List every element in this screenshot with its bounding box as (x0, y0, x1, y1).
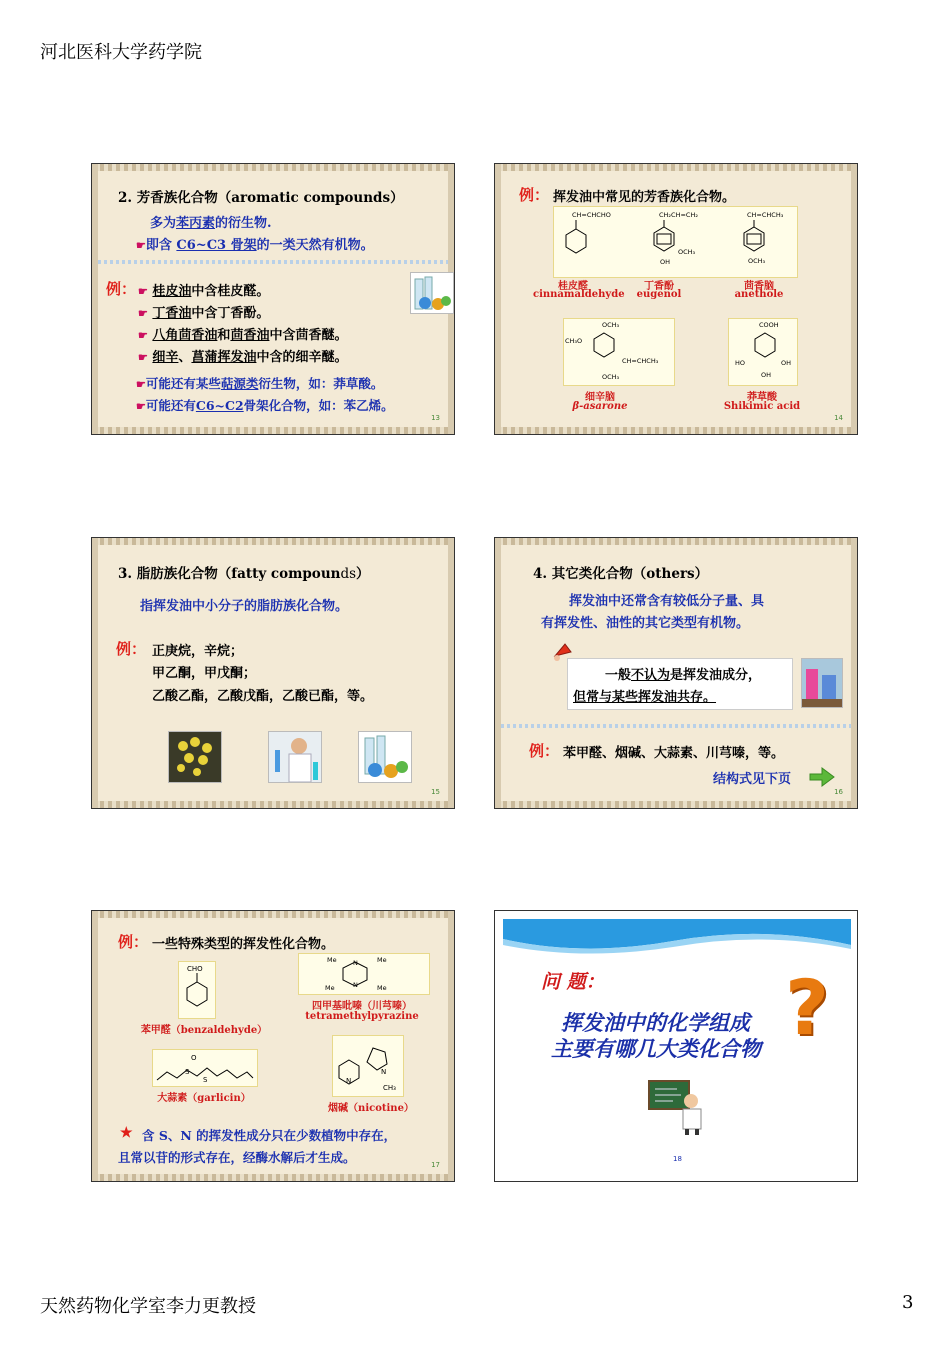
svg-text:HO: HO (735, 359, 746, 367)
svg-text:OCH₃: OCH₃ (678, 248, 696, 256)
compound-name: anethole (734, 289, 784, 300)
note-line: 含 S、N 的挥发性成分只在少数植物中存在， (142, 1128, 397, 1143)
question-mark-icon: ? (785, 963, 830, 1052)
slide-17 (91, 910, 455, 1182)
svg-text:OH: OH (660, 258, 671, 266)
scientist-photo (268, 731, 322, 783)
slide-16 (494, 537, 858, 809)
structure-panel (298, 953, 430, 995)
slide-title: 2. 芳香族化合物（aromatic compounds） (118, 190, 404, 206)
compound-name: 桂皮醛 (558, 281, 588, 292)
list-item: ☛ 桂皮油中含桂皮醛。 (138, 284, 270, 299)
note-line: 且常以苷的形式存在，经酶水解后才生成。 (118, 1150, 356, 1165)
pointing-hand-icon: ☛ (136, 239, 146, 252)
compound-name: cinnamaldehyde (533, 289, 625, 300)
svg-text:OH: OH (781, 359, 792, 367)
compound-name: 大蒜素（garlicin） (157, 1093, 251, 1104)
slide-line: 指挥发油中小分子的脂肪族化合物。 (140, 599, 349, 614)
slide-number: 17 (431, 1161, 440, 1169)
compound-name: 丁香酚 (644, 281, 674, 292)
compound-name: eugenol (636, 289, 682, 300)
lab-glassware-icon (410, 272, 454, 314)
slide-number: 18 (673, 1155, 682, 1163)
svg-text:OH: OH (761, 371, 772, 379)
compound-name: 茴香脑 (744, 281, 774, 292)
svg-text:N: N (353, 959, 358, 967)
example-label: 例： (106, 280, 137, 298)
compound-name: 苯甲醛（benzaldehyde） (140, 1025, 268, 1036)
svg-text:S: S (203, 1076, 208, 1084)
slide-title: 一些特殊类型的挥发性化合物。 (152, 937, 335, 952)
svg-text:OCH₃: OCH₃ (602, 321, 620, 329)
compound-name: 烟碱（nicotine） (328, 1103, 414, 1114)
compound-name: β-asarone (572, 401, 628, 412)
question-line: 主要有哪几大类化合物 (551, 1036, 761, 1061)
question-label: 问 题： (541, 971, 605, 993)
compound-name: 四甲基吡嗪（川芎嗪） (312, 1001, 412, 1012)
note-line: 一般不认为是挥发油成分， (605, 668, 762, 683)
svg-text:Me: Me (327, 956, 337, 964)
next-page-link[interactable]: 结构式见下页 (713, 772, 792, 787)
pointing-hand-icon: ☛ (138, 285, 148, 298)
structure-panel (728, 318, 798, 386)
arrow-right-icon[interactable] (809, 766, 835, 788)
svg-text:CH₂CH=CH₂: CH₂CH=CH₂ (659, 211, 698, 219)
flower-photo (168, 731, 222, 783)
example-label: 例： (118, 933, 149, 951)
compound-name: 细辛脑 (585, 392, 615, 403)
list-item: 乙酸乙酯，乙酸戊酯，乙酸已酯，等。 (152, 689, 374, 704)
pointing-hand-icon: ☛ (136, 400, 146, 413)
compound-name: 莽草酸 (747, 392, 777, 403)
svg-text:CH=CHCHO: CH=CHCHO (572, 211, 611, 219)
list-item: ☛ 八角茴香油和茴香油中含茴香醚。 (138, 328, 348, 343)
list-item: 正庚烷，辛烷； (152, 644, 244, 659)
structure-panel (553, 206, 798, 278)
svg-text:S: S (185, 1068, 190, 1076)
slide-15 (91, 537, 455, 809)
slide-line: ☛可能还有某些萜源类衍生物，如：莽草酸。 (136, 376, 384, 391)
example-label: 例： (529, 742, 560, 760)
svg-text:OCH₃: OCH₃ (602, 373, 620, 381)
svg-text:CH=CHCH₃: CH=CHCH₃ (747, 211, 784, 219)
list-item: 甲乙酮，甲戊酮； (152, 666, 257, 681)
slide-line: 挥发油中还常含有较低分子量、具 (569, 594, 765, 609)
svg-text:O: O (191, 1054, 197, 1062)
svg-text:Me: Me (377, 984, 387, 992)
svg-text:N: N (353, 981, 358, 989)
slide-13 (91, 163, 455, 435)
example-list: 苯甲醛、烟碱、大蒜素、川芎嗪，等。 (563, 746, 785, 761)
note-line: 但常与某些挥发油共存。 (573, 690, 717, 705)
compound-name: Shikimic acid (723, 401, 801, 412)
svg-text:CH=CHCH₃: CH=CHCH₃ (622, 357, 659, 365)
star-icon: ★ (120, 1125, 133, 1141)
example-label: 例： (519, 186, 550, 204)
pointing-hand-icon: ☛ (138, 307, 148, 320)
svg-text:COOH: COOH (759, 321, 779, 329)
slide-number: 15 (431, 788, 440, 796)
svg-text:Me: Me (325, 984, 335, 992)
svg-text:OCH₃: OCH₃ (748, 257, 766, 265)
question-line: 挥发油中的化学组成 (561, 1010, 750, 1035)
example-label: 例： (116, 640, 147, 658)
page-footer: 天然药物化学室李力更教授 (40, 1296, 256, 1317)
slide-number: 14 (834, 414, 843, 422)
structure-panel (178, 961, 216, 1019)
structure-panel (152, 1049, 258, 1087)
svg-text:CHO: CHO (187, 965, 203, 973)
slide-18 (494, 910, 858, 1182)
compound-name: tetramethylpyrazine (305, 1011, 419, 1022)
svg-text:CH₃: CH₃ (383, 1084, 396, 1092)
structure-panel (563, 318, 675, 386)
structure-panel (332, 1035, 404, 1097)
slide-line: 多为苯丙素的衍生物. (150, 216, 272, 231)
wave-banner (503, 919, 851, 959)
svg-text:CH₃O: CH₃O (565, 337, 583, 345)
pointing-hand-icon: ☛ (136, 378, 146, 391)
lab-photo (801, 658, 843, 708)
lab-glassware-icon (358, 731, 412, 783)
teacher-blackboard-icon (647, 1079, 709, 1135)
pointing-hand-icon: ☛ (138, 351, 148, 364)
slide-title: 挥发油中常见的芳香族化合物。 (553, 190, 736, 205)
list-item: ☛ 丁香油中含丁香酚。 (138, 306, 270, 321)
slide-line: 有挥发性、油性的其它类型有机物。 (541, 616, 750, 631)
slide-number: 13 (431, 414, 440, 422)
svg-text:N: N (381, 1068, 387, 1076)
slide-14 (494, 163, 858, 435)
slide-title: 3. 脂肪族化合物（fatty compounds） (118, 566, 370, 582)
pointing-hand-icon: ☛ (138, 329, 148, 342)
svg-text:Me: Me (377, 956, 387, 964)
slide-number: 16 (834, 788, 843, 796)
slide-line: ☛即含 C6~C3 骨架的一类天然有机物。 (136, 238, 374, 253)
list-item: ☛ 细辛、菖蒲挥发油中含的细辛醚。 (138, 350, 348, 365)
svg-text:N: N (346, 1077, 352, 1085)
page-header: 河北医科大学药学院 (40, 42, 202, 63)
page-number: 3 (902, 1292, 914, 1313)
slide-line: ☛可能还有C6~C2骨架化合物，如：苯乙烯。 (136, 398, 394, 413)
slide-title: 4. 其它类化合物（others） (533, 566, 709, 582)
